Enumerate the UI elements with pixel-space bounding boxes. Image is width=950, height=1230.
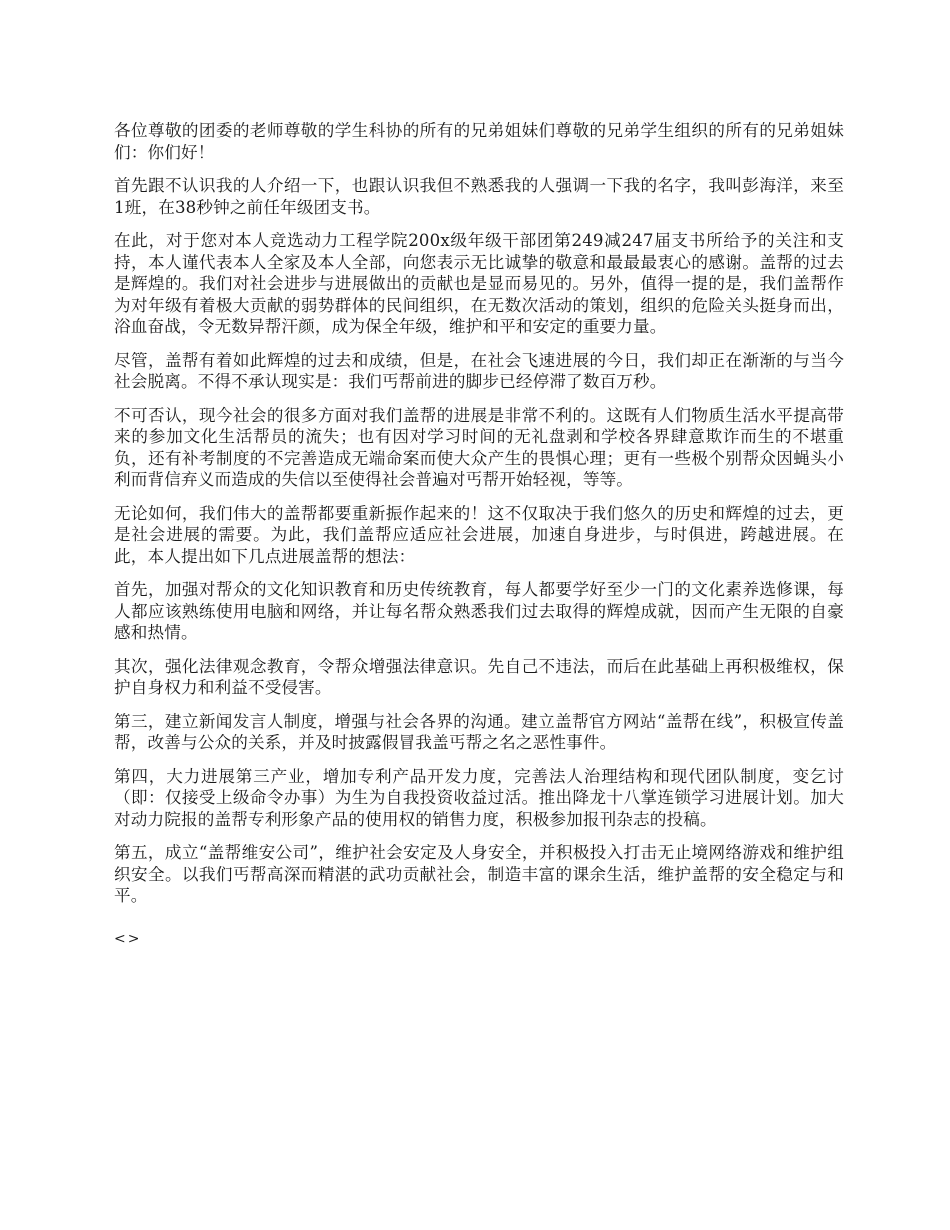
- paragraph-point-first: 首先，加强对帮众的文化知识教育和历史传统教育，每人都要学好至少一门的文化素养选修课，每人都应该熟练使用电脑和网络，并让每名帮众熟悉我们过去取得的辉煌成就，因而产生无限的自豪感和热情。: [114, 580, 844, 642]
- paragraph-difficulties: 不可否认，现今社会的很多方面对我们盖帮的进展是非常不利的。这既有人们物质生活水平提高带来的参加文化生活帮员的流失；也有因对学习时间的无礼盘剥和学校各界肆意欺诈而生的不堪重负，还有补考制度的不完善造成无端命案而使大众产生的畏惧心理；更有一些极个别帮众因蝇头小利而背信弃义而造成的失信以至使得社会普遍对丐帮开始轻视，等等。: [114, 405, 844, 489]
- paragraph-greeting: 各位尊敬的团委的老师尊敬的学生科协的所有的兄弟姐妹们尊敬的兄弟学生组织的所有的兄弟姐妹们：你们好！: [114, 121, 844, 162]
- paragraph-point-second: 其次，强化法律观念教育，令帮众增强法律意识。先自己不违法，而后在此基础上再积极维权，保护自身权力和利益不受侵害。: [114, 656, 844, 697]
- document-body: [114, 120, 844, 950]
- paragraph-point-fourth: 第四，大力进展第三产业，增加专利产品开发力度，完善法人治理结构和现代团队制度，变乞讨（即：仅接受上级命令办事）为生为自我投资收益过活。推出降龙十八掌连锁学习进展计划。加大对动力院报的盖帮专利形象产品的使用权的销售力度，积极参加报刊杂志的投稿。: [114, 766, 844, 829]
- paragraph-resolve: 无论如何，我们伟大的盖帮都要重新振作起来的！这不仅取决于我们悠久的历史和辉煌的过去，更是社会进展的需要。为此，我们盖帮应适应社会进展，加速自身进步，与时俱进，跨越进展。在此，本人提出如下几点进展盖帮的想法：: [114, 503, 844, 566]
- paragraph-point-third: 第三，建立新闻发言人制度，增强与社会各界的沟通。建立盖帮官方网站“盖帮在线”，积极宣传盖帮，改善与公众的关系，并及时披露假冒我盖丐帮之名之恶性事件。: [114, 711, 844, 752]
- document-trailer: <>: [114, 930, 142, 947]
- paragraph-point-fifth: 第五，成立“盖帮维安公司”，维护社会安定及人身安全，并积极投入打击无止境网络游戏和维护组织安全。以我们丐帮高深而精湛的武功贡献社会，制造丰富的课余生活，维护盖帮的安全稳定与和平。: [114, 843, 844, 905]
- paragraph-situation: 尽管，盖帮有着如此辉煌的过去和成绩，但是，在社会飞速进展的今日，我们却正在渐渐的与当今社会脱离。不得不承认现实是：我们丐帮前进的脚步已经停滞了数百万秒。: [114, 350, 844, 391]
- paragraph-introduction: 首先跟不认识我的人介绍一下，也跟认识我但不熟悉我的人强调一下我的名字，我叫彭海洋，来至1班，在38秒钟之前任年级团支书。: [114, 176, 844, 217]
- paragraph-thanks: 在此，对于您对本人竞选动力工程学院200x级年级干部团第249减247届支书所给予的关注和支持，本人谨代表本人全家及本人全部，向您表示无比诚挚的敬意和最最最衷心的感谢。盖帮的过去是辉煌的。我们对社会进步与进展做出的贡献也是显而易见的。另外，值得一提的是，我们盖帮作为对年级有着极大贡献的弱势群体的民间组织，在无数次活动的策划，组织的危险关头挺身而出，浴血奋战，令无数异帮汗颜，成为保全年级，维护和平和安定的重要力量。: [114, 231, 844, 336]
